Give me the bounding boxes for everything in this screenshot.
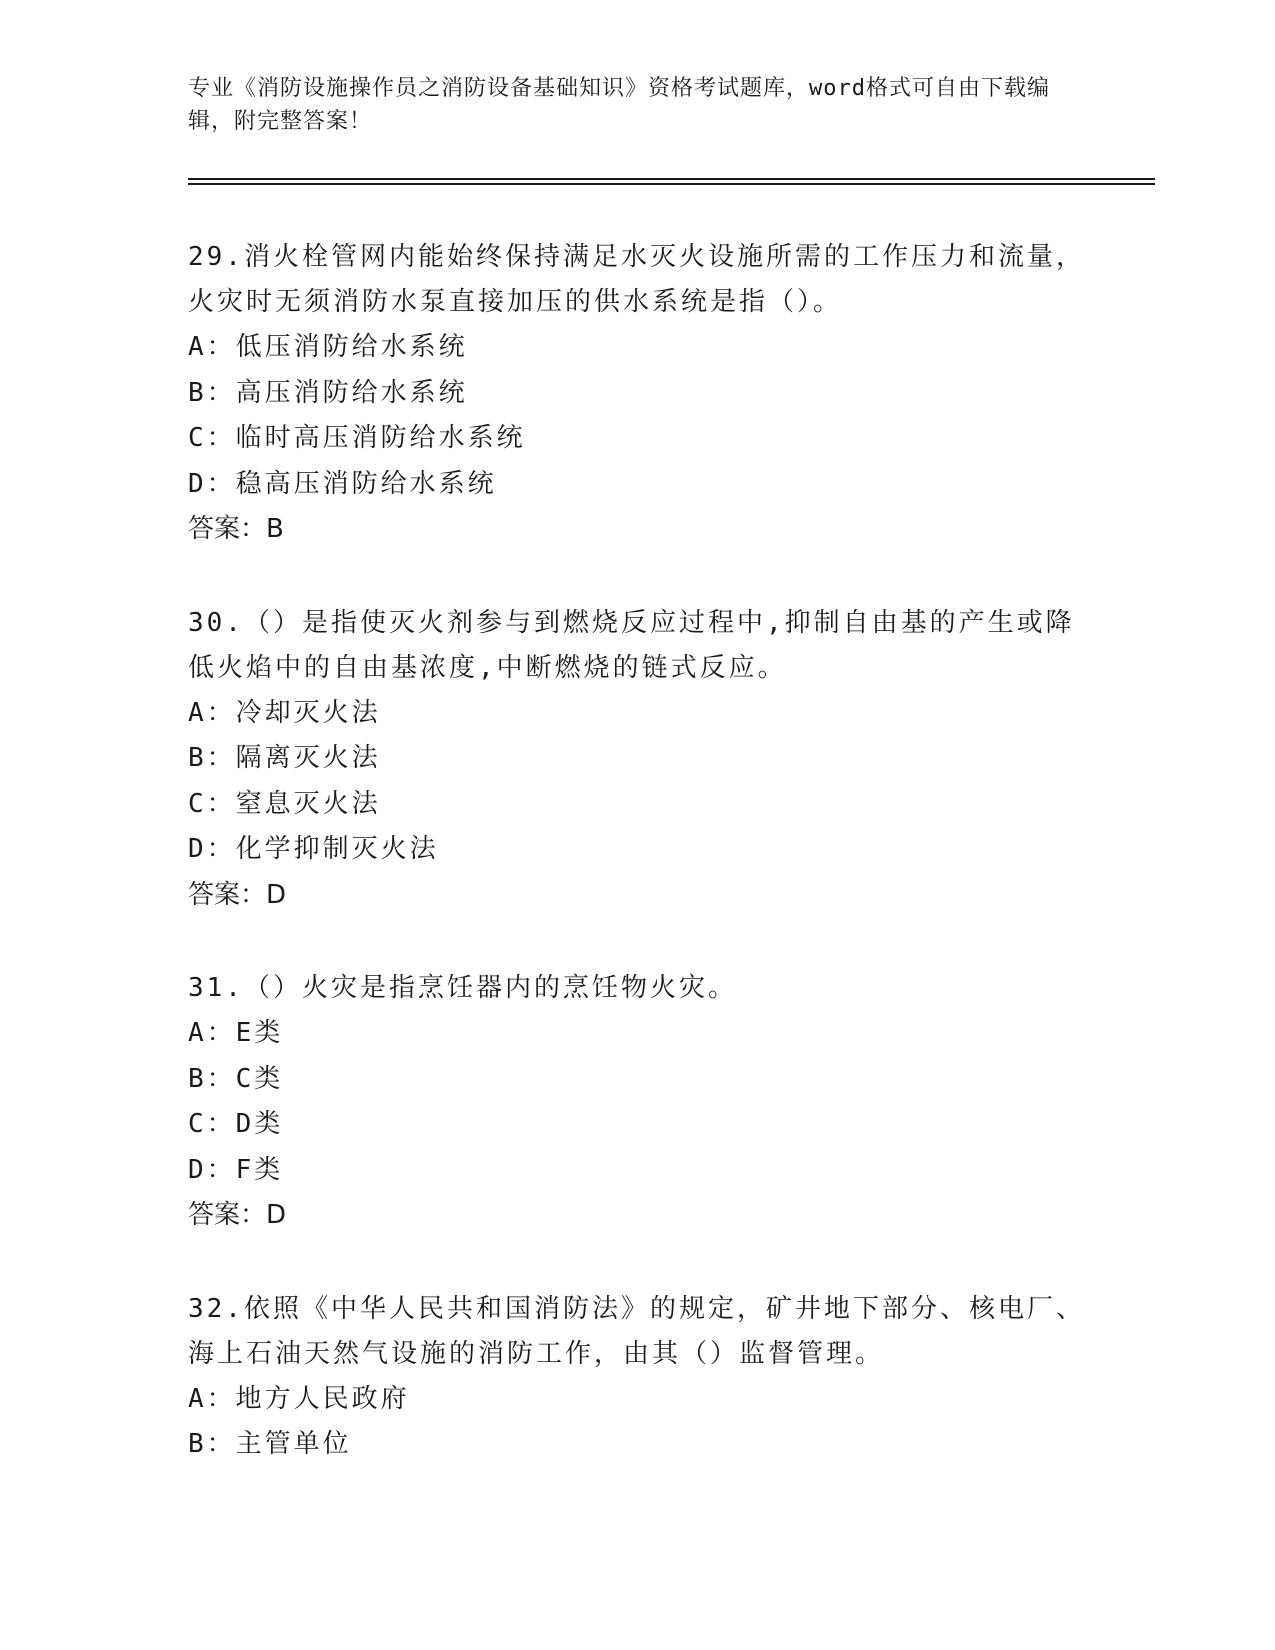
option-a: A：冷却灭火法 xyxy=(188,697,381,728)
option-a: A：E类 xyxy=(188,1018,284,1048)
option-b: B：C类 xyxy=(188,1063,284,1094)
option-a: A：地方人民政府 xyxy=(188,1383,410,1414)
option-d: D：化学抑制灭火法 xyxy=(188,834,439,864)
question-stem: 32.依照《中华人民共和国消防法》的规定，矿井地下部分、核电厂、海上石油天然气设施的消防工作，由其（）监督管理。 xyxy=(188,1293,1085,1369)
header-divider-top xyxy=(188,178,1155,180)
option-d: D：稳高压消防给水系统 xyxy=(188,468,497,499)
option-c: C：临时高压消防给水系统 xyxy=(188,423,526,453)
option-c: C：D类 xyxy=(188,1109,284,1139)
question-31 xyxy=(188,966,1088,1239)
question-stem: 31.（）火灾是指烹饪器内的烹饪物火灾。 xyxy=(188,973,737,1003)
option-b: B：主管单位 xyxy=(188,1429,352,1459)
answer: 答案：D xyxy=(188,879,287,910)
option-a: A：低压消防给水系统 xyxy=(188,332,468,362)
question-30 xyxy=(188,601,1088,919)
answer: 答案：B xyxy=(188,514,284,544)
question-list xyxy=(188,235,1088,1516)
answer: 答案：D xyxy=(188,1200,287,1230)
option-b: B：隔离灭火法 xyxy=(188,743,381,773)
question-stem: 30.（）是指使灭火剂参与到燃烧反应过程中,抑制自由基的产生或降低火焰中的自由基浓度,中断燃烧的链式反应。 xyxy=(188,607,1075,683)
question-stem: 29.消火栓管网内能始终保持满足水灭火设施所需的工作压力和流量，火灾时无须消防水泵直接加压的供水系统是指（）。 xyxy=(188,242,1085,317)
option-c: C：窒息灭火法 xyxy=(188,788,381,819)
question-29 xyxy=(188,235,1088,553)
option-b: B：高压消防给水系统 xyxy=(188,377,468,408)
header-divider-bottom xyxy=(188,183,1155,185)
document-header: 专业《消防设施操作员之消防设备基础知识》资格考试题库，word格式可自由下载编辑，附完整答案！ xyxy=(188,76,1050,134)
question-32 xyxy=(188,1287,1088,1468)
option-d: D：F类 xyxy=(188,1154,284,1185)
